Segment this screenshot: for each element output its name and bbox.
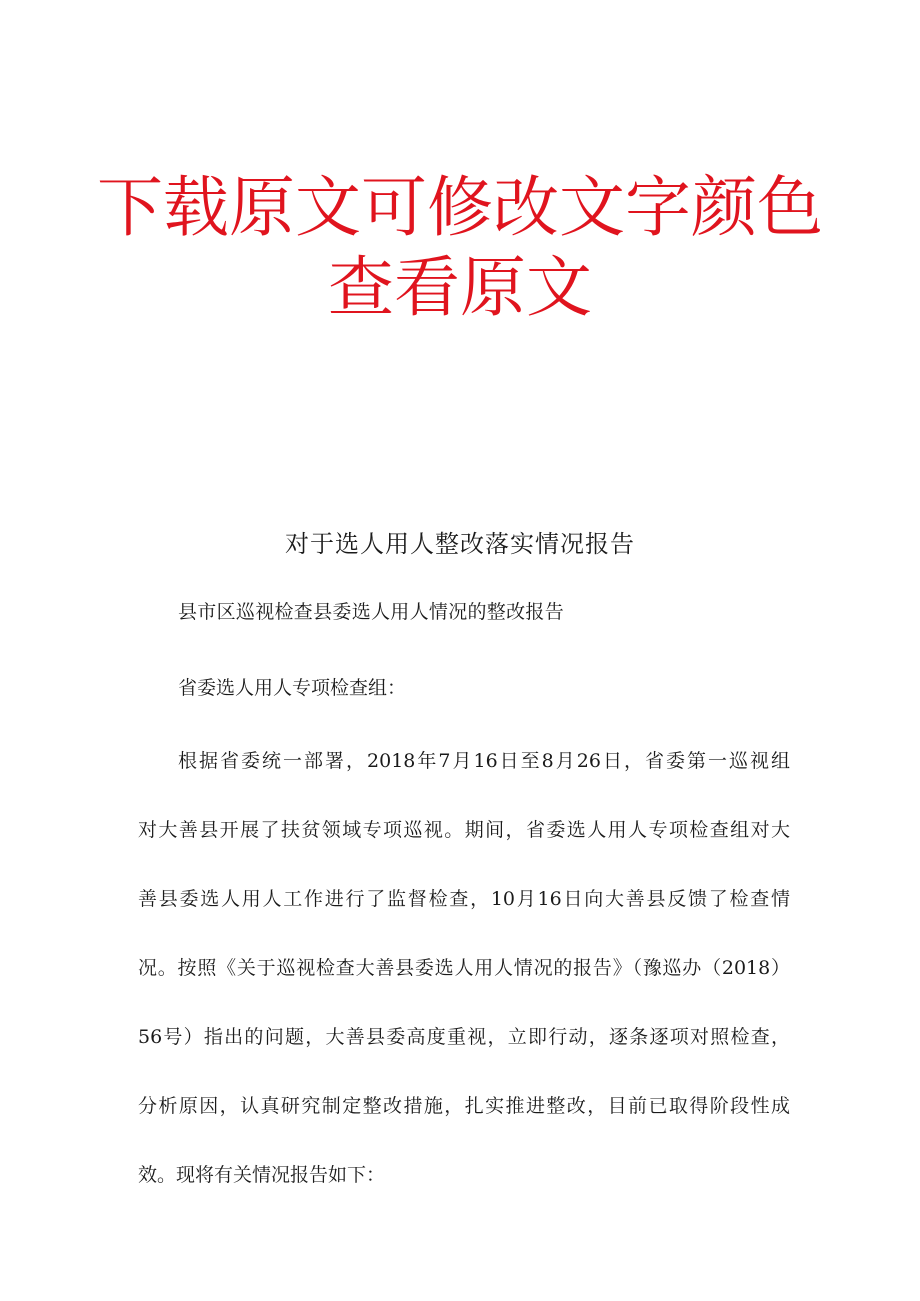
body-line: 效。现将有关情况报告如下： [138,1164,386,1186]
body-line: 况。按照《关于巡视检查大善县委选人用人情况的报告》（豫巡办（2018） [138,957,790,979]
document-subtitle: 县市区巡视检查县委选人用人情况的整改报告 [178,601,565,623]
document-title: 对于选人用人整改落实情况报告 [285,530,635,558]
salutation: 省委选人用人专项检查组： [178,677,407,699]
body-line: 对大善县开展了扶贫领域专项巡视。期间，省委选人用人专项检查组对大 [138,819,790,841]
body-line: 分析原因，认真研究制定整改措施，扎实推进整改，目前已取得阶段性成 [138,1095,790,1117]
body-line: 根据省委统一部署，2018年7月16日至8月26日，省委第一巡视组 [178,750,790,772]
banner-line-2: 查看原文 [328,249,592,326]
body-line: 56号）指出的问题，大善县委高度重视，立即行动，逐条逐项对照检查， [138,1026,790,1048]
body-line: 善县委选人用人工作进行了监督检查，10月16日向大善县反馈了检查情 [138,888,790,910]
banner-line-1: 下载原文可修改文字颜色 [97,169,823,246]
body-paragraph [138,746,790,1229]
